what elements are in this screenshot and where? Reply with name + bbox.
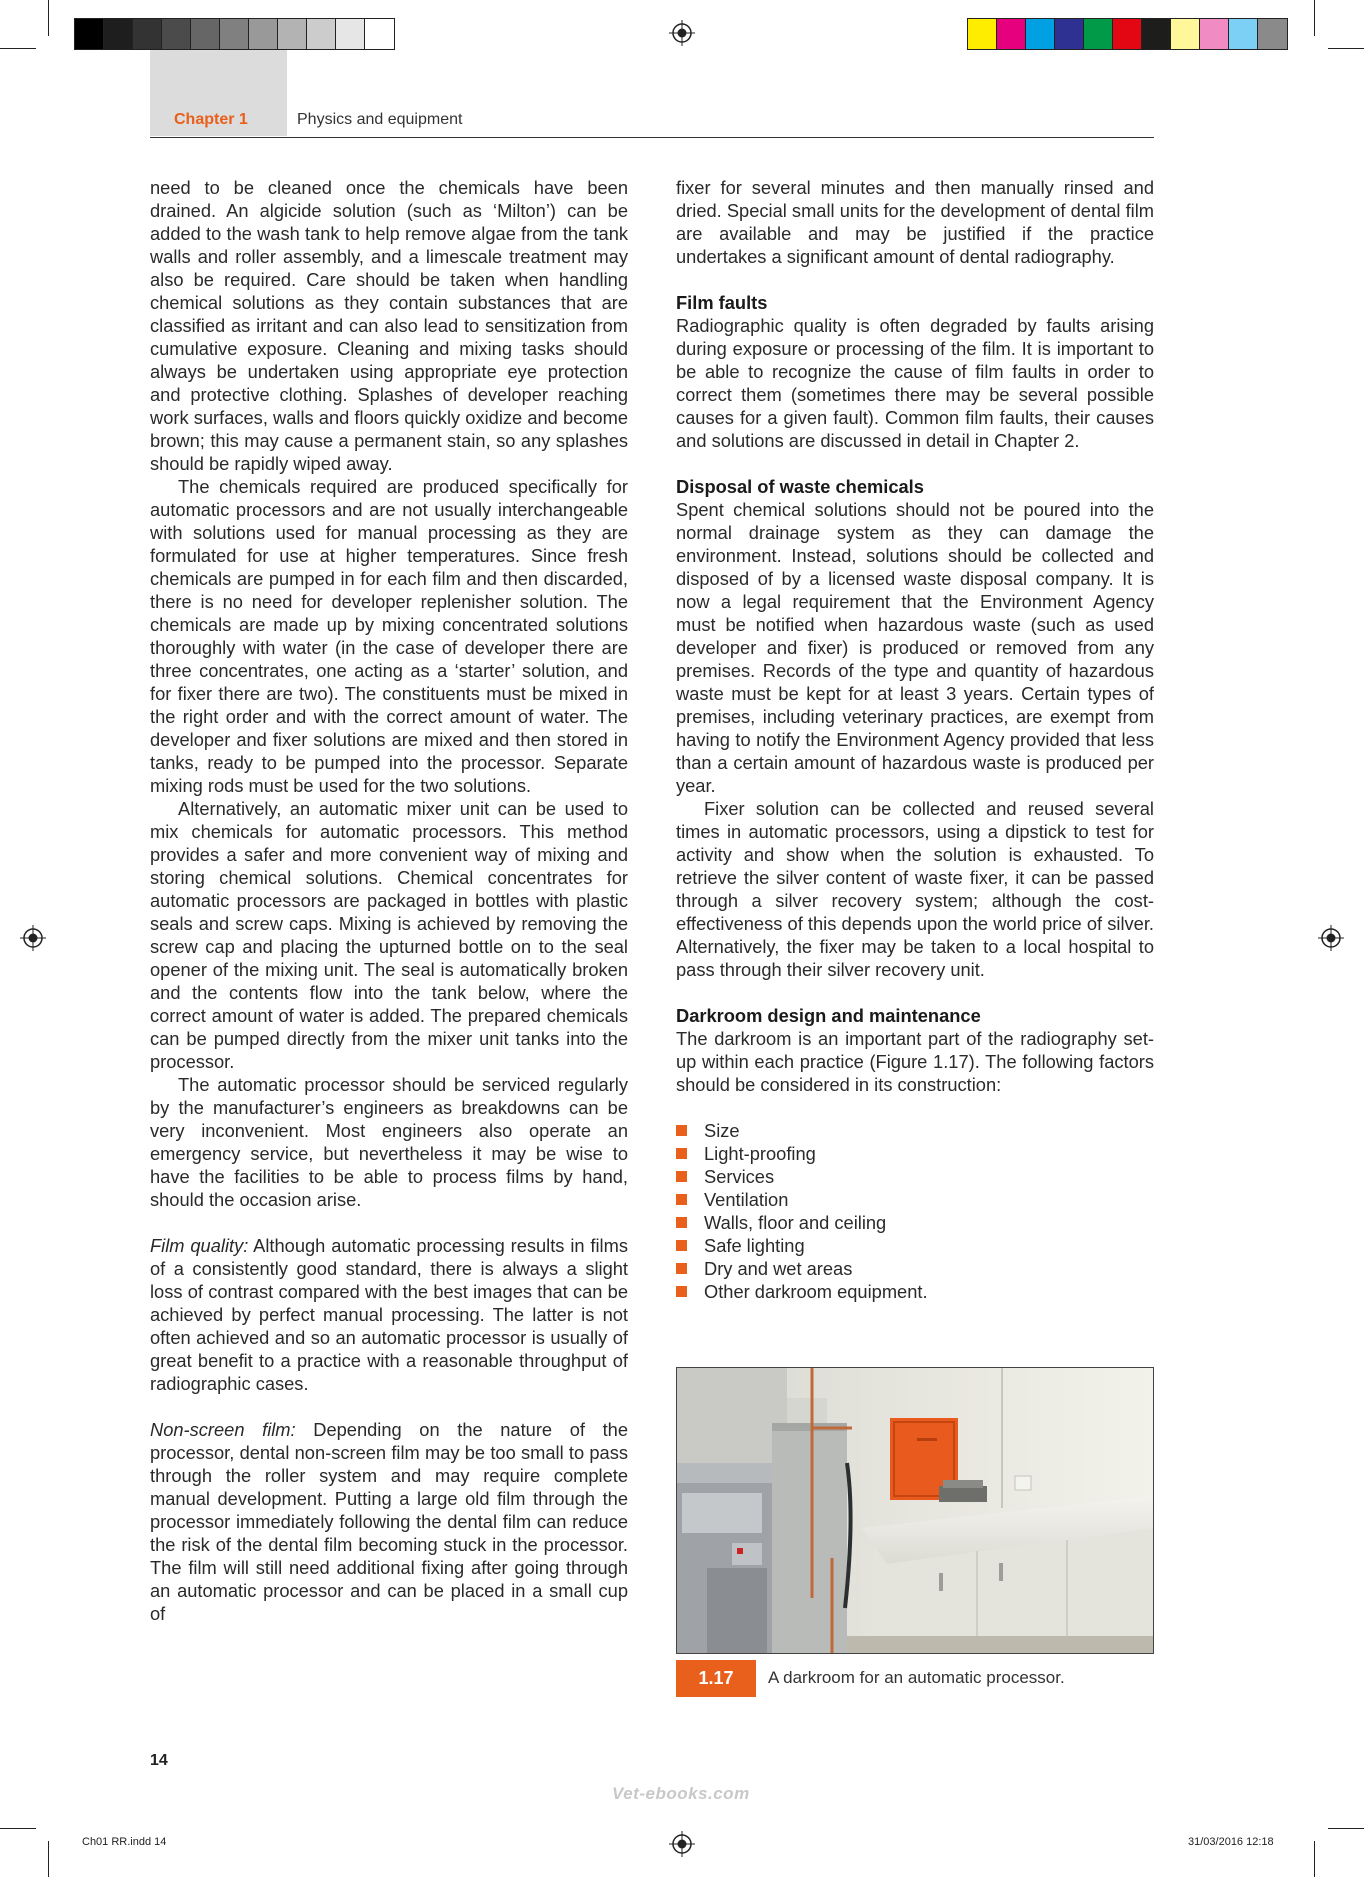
gray-swatch: [336, 19, 365, 49]
section-heading-film-faults: Film faults: [676, 292, 768, 313]
bullet-square-icon: [676, 1286, 687, 1297]
chapter-label: Chapter 1: [174, 111, 248, 128]
section-heading-darkroom: Darkroom design and maintenance: [676, 1005, 981, 1026]
crop-mark: [0, 48, 36, 49]
color-swatch: [1026, 19, 1055, 49]
crop-mark: [48, 1841, 49, 1877]
process-color-bar: [967, 18, 1288, 50]
paragraph: The darkroom is an important part of the radiography set-up within each practice (Figure 1.17). The following factors should be considered in its construction:: [676, 1028, 1154, 1095]
bullet-square-icon: [676, 1217, 687, 1228]
paragraph: need to be cleaned once the chemicals have been drained. An algicide solution (such as ‘Milton’) can be added to the wash tank to help remove algae from the tank walls and roller assembly, and a limescale treatment may also be required. Care should be taken when handling chemical solutions as they contain substances that are classified as irritant and can also lead to sensitization from cumulative exposure. Cleaning and mixing tasks should always be undertaken using appropriate eye protection and protective clothing. Splashes of developer reaching work surfaces, walls and floors quickly oxidize and become brown; this may cause a permanent stain, so any splashes should be rapidly wiped away.: [150, 177, 628, 474]
list-item: Safe lighting: [676, 1234, 1154, 1257]
gray-swatch: [220, 19, 249, 49]
gray-swatch: [191, 19, 220, 49]
list-item: Services: [676, 1165, 1154, 1188]
header-rule: [150, 137, 1154, 138]
paragraph: Spent chemical solutions should not be poured into the normal drainage system as they can damage the environment. Instead, solutions should be collected and disposed of by a licensed waste disposal company. It is now a legal requirement that the Environment Agency must be notified when hazardous waste (such as used developer and fixer) is produced or removed from any premises. Records of the type and quantity of hazardous waste must be kept for at least 3 years. Certain types of premises, including veterinary practices, are exempt from having to notify the Environment Agency provided that less than a certain amount of hazardous waste is produced per year.: [676, 499, 1154, 796]
color-swatch: [968, 19, 997, 49]
color-swatch: [1171, 19, 1200, 49]
paragraph: Alternatively, an automatic mixer unit can be used to mix chemicals for automatic processors. This method provides a safer and more convenient way of mixing and storing chemical solutions. Chemical concentrates for automatic processors are packaged in bottles with plastic seals and screw caps. Mixing is achieved by removing the screw cap and placing the upturned bottle on to the seal opener of the mixing unit. The seal is automatically broken and the contents flow into the tank below, where the correct amount of water is added. The prepared chemicals can be pumped directly from the mixer unit tanks into the processor.: [150, 798, 628, 1072]
section-heading-disposal: Disposal of waste chemicals: [676, 476, 924, 497]
list-item: Other darkroom equipment.: [676, 1280, 1154, 1303]
grayscale-color-bar: [74, 18, 395, 50]
paragraph: Radiographic quality is often degraded by faults arising during exposure or processing of the film. It is important to be able to recognize the cause of film faults in order to correct them (sometimes there may be several possible causes for a given fault). Common film faults, their causes and solutions are discussed in detail in Chapter 2.: [676, 315, 1154, 451]
gray-swatch: [307, 19, 336, 49]
chapter-title: Physics and equipment: [297, 111, 463, 128]
figure-number-badge: 1.17: [676, 1660, 756, 1697]
crop-mark: [1314, 1841, 1315, 1877]
paragraph: The chemicals required are produced specifically for automatic processors and are not usually interchangeable with solutions used for manual processing as they are formulated for use at higher temperatures. Since fresh chemicals are pumped in for each film and then discarded, there is no need for developer replenisher solution. The chemicals are made up by mixing concentrated solutions thoroughly with water (in the case of developer there are three concentrates, one acting as a ‘starter’ solution, and for fixer there are two). The constituents must be mixed in the right order and with the correct amount of water. The developer and fixer solutions are mixed and then stored in tanks, ready to be pumped into the processor. Separate mixing rods must be used for the two solutions.: [150, 476, 628, 796]
non-screen-film-label: Non-screen film:: [150, 1419, 296, 1440]
color-swatch: [1142, 19, 1171, 49]
registration-mark-icon: [669, 1831, 695, 1857]
bullet-square-icon: [676, 1148, 687, 1159]
film-quality-paragraph: [150, 1234, 628, 1395]
page-number: 14: [150, 1752, 168, 1769]
list-item: Walls, floor and ceiling: [676, 1211, 1154, 1234]
non-screen-film-paragraph: [150, 1418, 628, 1625]
paragraph: The automatic processor should be serviced regularly by the manufacturer’s engineers as breakdowns can be very inconvenient. Most engineers also operate an emergency service, but nevertheless it may be wise to have the facilities to be able to process films by hand, should the occasion arise.: [150, 1074, 628, 1210]
darkroom-factors-list: [676, 1119, 1154, 1303]
gray-swatch: [104, 19, 133, 49]
list-item: Ventilation: [676, 1188, 1154, 1211]
crop-mark: [1328, 1828, 1364, 1829]
darkroom-photo: [676, 1367, 1154, 1654]
gray-swatch: [162, 19, 191, 49]
film-quality-text: Although automatic processing results in films of a consistently good standard, there is always a slight loss of contrast compared with the best images that can be achieved by perfect manual processing. The latter is not often achieved and so an automatic processor is usually of great benefit to a practice with a reasonable throughput of radiographic cases.: [150, 1235, 628, 1394]
gray-swatch: [75, 19, 104, 49]
color-swatch: [1258, 19, 1287, 49]
color-swatch: [1084, 19, 1113, 49]
non-screen-film-text: Depending on the nature of the processor, dental non-screen film may be too small to pass through the roller system and may require complete manual development. Putting a large old film through the processor immediately following the dental film can reduce the risk of the dental film becoming stuck in the processor. The film will still need additional fixing after going through an automatic processor and can be placed in a small cup of: [150, 1419, 628, 1624]
color-swatch: [1113, 19, 1142, 49]
paragraph: Fixer solution can be collected and reused several times in automatic processors, using a dipstick to test for activity and show when the solution is exhausted. To retrieve the silver content of waste fixer, it can be passed through a silver recovery system; although the cost-effectiveness of this depends upon the world price of silver. Alternatively, the fixer may be taken to a local hospital to pass through their silver recovery unit.: [676, 798, 1154, 980]
crop-mark: [48, 0, 49, 36]
paragraph: fixer for several minutes and then manually rinsed and dried. Special small units for the development of dental film are available and may be justified if the practice undertakes a significant amount of dental radiography.: [676, 177, 1154, 267]
gray-swatch: [278, 19, 307, 49]
crop-mark: [0, 1828, 36, 1829]
gray-swatch: [133, 19, 162, 49]
color-swatch: [1229, 19, 1258, 49]
left-column: [150, 176, 628, 1625]
figure-caption: A darkroom for an automatic processor.: [768, 1668, 1065, 1687]
color-swatch: [1200, 19, 1229, 49]
crop-mark: [1328, 48, 1364, 49]
registration-mark-icon: [1318, 925, 1344, 951]
watermark: Vet-ebooks.com: [612, 1784, 750, 1803]
color-swatch: [1055, 19, 1084, 49]
bullet-square-icon: [676, 1240, 687, 1251]
bullet-square-icon: [676, 1263, 687, 1274]
film-quality-label: Film quality:: [150, 1235, 249, 1256]
list-item: Light-proofing: [676, 1142, 1154, 1165]
date-slug: 31/03/2016 12:18: [1188, 1836, 1274, 1848]
registration-mark-icon: [20, 925, 46, 951]
list-item: Dry and wet areas: [676, 1257, 1154, 1280]
gray-swatch: [365, 19, 394, 49]
file-slug: Ch01 RR.indd 14: [82, 1836, 167, 1848]
crop-mark: [1314, 0, 1315, 36]
color-swatch: [997, 19, 1026, 49]
right-column: [676, 176, 1154, 1303]
bullet-square-icon: [676, 1194, 687, 1205]
bullet-square-icon: [676, 1125, 687, 1136]
bullet-square-icon: [676, 1171, 687, 1182]
registration-mark-icon: [669, 20, 695, 46]
gray-swatch: [249, 19, 278, 49]
list-item: Size: [676, 1119, 1154, 1142]
